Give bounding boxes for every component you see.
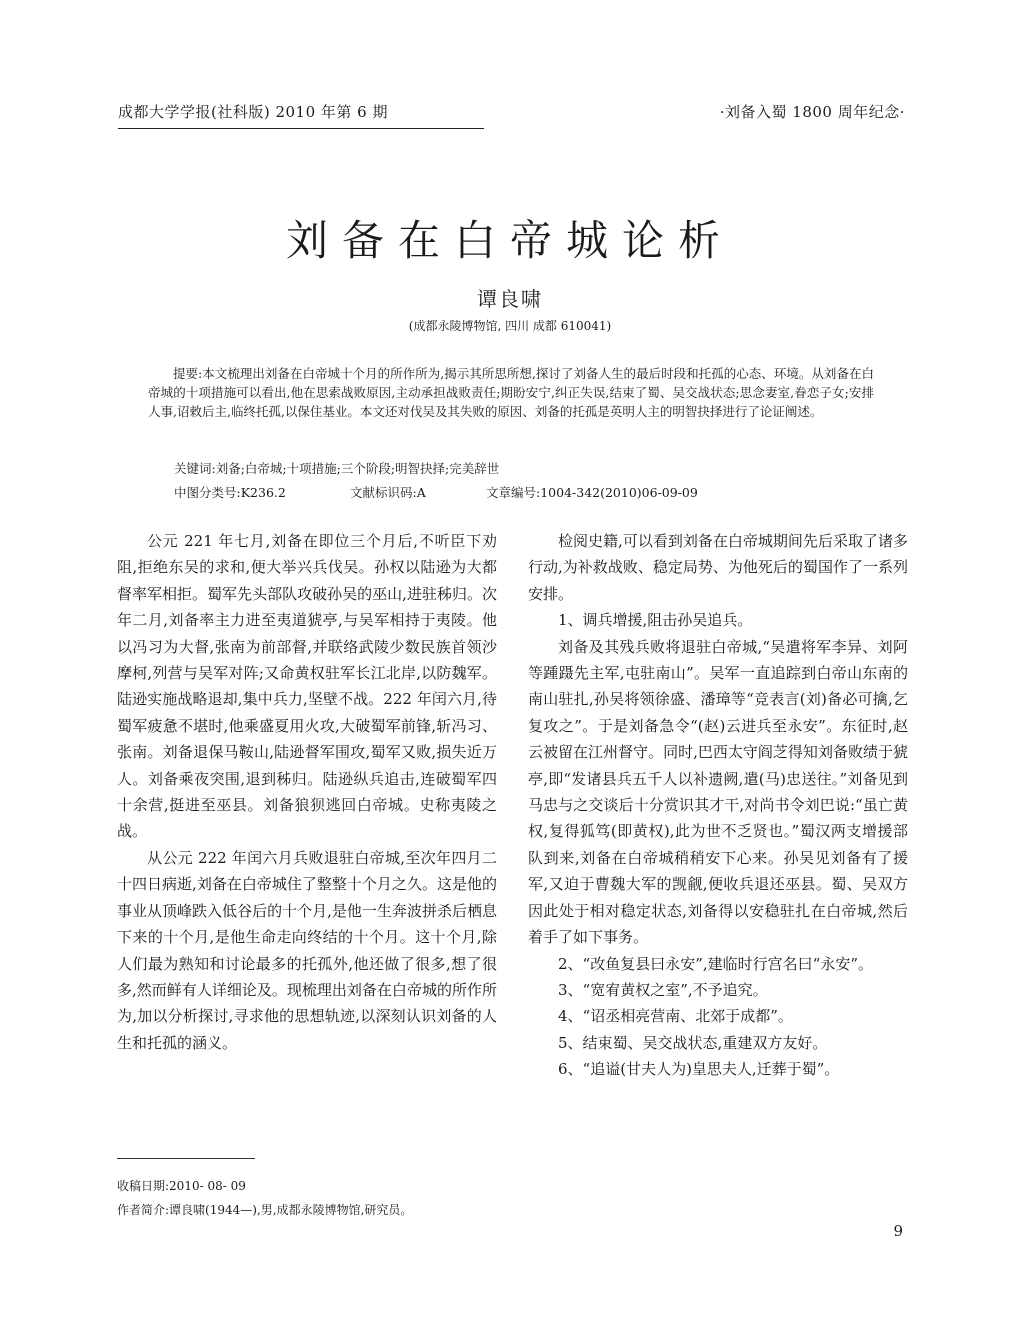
footnotes [117, 1174, 412, 1222]
paragraph: 2、“改鱼复县曰永安”,建临时行宫名曰“永安”。 [558, 954, 873, 973]
body-left-column [117, 528, 497, 1056]
body-right-column [528, 528, 908, 1083]
clc-number: 中图分类号:K236.2 [174, 485, 286, 500]
paragraph: 5、结束蜀、吴交战状态,重建双方友好。 [558, 1033, 828, 1052]
paragraph: 1、调兵增援,阻击孙吴追兵。 [558, 611, 753, 630]
article-number: 文章编号:1004-342(2010)06-09-09 [486, 485, 698, 500]
paragraph: 检阅史籍,可以看到刘备在白帝城期间先后采取了诸多行动,为补救战败、稳定局势、为他死后的蜀国作了一系列安排。 [528, 532, 908, 603]
paragraph: 刘备及其残兵败将退驻白帝城,“吴遣将军李异、刘阿等踵蹑先主军,屯驻南山”。吴军一直追踪到白帝山东南的南山驻扎,孙吴将领徐盛、潘璋等“竞表言(刘)备必可擒,乞复攻之”。于是刘备急令“(赵)云进兵至永安”。东征时,赵云被留在江州督守。同时,巴西太守阎芝得知刘备败绩于猇亭,即“发诸县兵五千人以补遗阙,遣(马)忠送往。”刘备见到马忠与之交谈后十分赏识其才干,对尚书令刘巴说:“虽亡黄权,复得狐笃(即黄权),此为世不乏贤也。”蜀汉两支增援部队到来,刘备在白帝城稍稍安下心来。孙吴见刘备有了援军,又迫于曹魏大军的觊觎,便收兵退还巫县。蜀、吴双方因此处于相对稳定状态,刘备得以安稳驻扎在白帝城,然后着手了如下事务。 [528, 637, 908, 947]
paragraph: 从公元 222 年闰六月兵败退驻白帝城,至次年四月二十四日病逝,刘备在白帝城住了整整十个月之久。这是他的事业从顶峰跌入低谷后的十个月,是他一生奔波拼杀后栖息下来的十个月,是他生命走向终结的十个月。这十个月,除人们最为熟知和讨论最多的托孤外,他还做了很多,想了很多,然而鲜有人详细论及。现梳理出刘备在白帝城的所作所为,加以分析探讨,寻求他的思想轨迹,以深刻认识刘备的人生和托孤的涵义。 [117, 848, 497, 1052]
paragraph: 3、“宽宥黄权之室”,不予追究。 [558, 980, 768, 999]
received-date: 收稿日期:2010- 08- 09 [117, 1179, 246, 1193]
page-number: 9 [893, 1222, 903, 1240]
classification-line [174, 483, 874, 501]
document-code: 文献标识码:A [350, 485, 426, 500]
paragraph: 公元 221 年七月,刘备在即位三个月后,不听臣下劝阻,拒绝东吴的求和,便大举兴兵伐吴。孙权以陆逊为大都督率军相拒。蜀军先头部队攻破孙吴的巫山,进驻秭归。次年二月,刘备率主力进至夷道猇亭,与吴军相持于夷陵。他以冯习为大督,张南为前部督,并联络武陵少数民族首领沙摩柯,列营与吴军对阵;又命黄权驻军长江北岸,以防魏军。陆逊实施战略退却,集中兵力,坚壁不战。222 年闰六月,待蜀军疲惫不堪时,他乘盛夏用火攻,大破蜀军前锋,斩冯习、张南。刘备退保马鞍山,陆逊督军围攻,蜀军又败,损失近万人。刘备乘夜突围,退到秭归。陆逊纵兵追击,连破蜀军四十余营,挺进至巫县。刘备狼狈逃回白帝城。史称夷陵之战。 [117, 532, 497, 841]
footnote-divider [117, 1158, 255, 1159]
section-header: ·刘备入蜀 1800 周年纪念· [719, 103, 905, 121]
abstract [148, 364, 874, 421]
journal-header: 成都大学学报(社科版) 2010 年第 6 期 [118, 101, 484, 129]
author-bio: 作者简介:谭良啸(1944—),男,成都永陵博物馆,研究员。 [117, 1203, 413, 1217]
article-title: 刘备在白帝城论析 [285, 216, 734, 266]
abstract-text: 提要:本文梳理出刘备在白帝城十个月的所作所为,揭示其所思所想,探讨了刘备人生的最后时段和托孤的心态、环境。从刘备在白帝城的十项措施可以看出,他在思索战败原因,主动承担战败责任;期盼安宁,纠正失误,结束了蜀、吴交战状态;思念妻室,眷恋子女;安排人事,诏敕后主,临终托孤,以保住基业。本文还对伐吴及其失败的原因、刘备的托孤是英明人主的明智抉择进行了论证阐述。 [148, 366, 874, 419]
keywords: 关键词:刘备;白帝城;十项措施;三个阶段;明智抉择;完美辞世 [174, 461, 500, 476]
author-name: 谭良啸 [477, 287, 543, 311]
author-affiliation: (成都永陵博物馆, 四川 成都 610041) [408, 319, 612, 333]
paragraph: 6、“追谥(甘夫人为)皇思夫人,迁葬于蜀”。 [558, 1060, 840, 1079]
paragraph: 4、“诏丞相亮营南、北郊于成都”。 [558, 1007, 793, 1026]
